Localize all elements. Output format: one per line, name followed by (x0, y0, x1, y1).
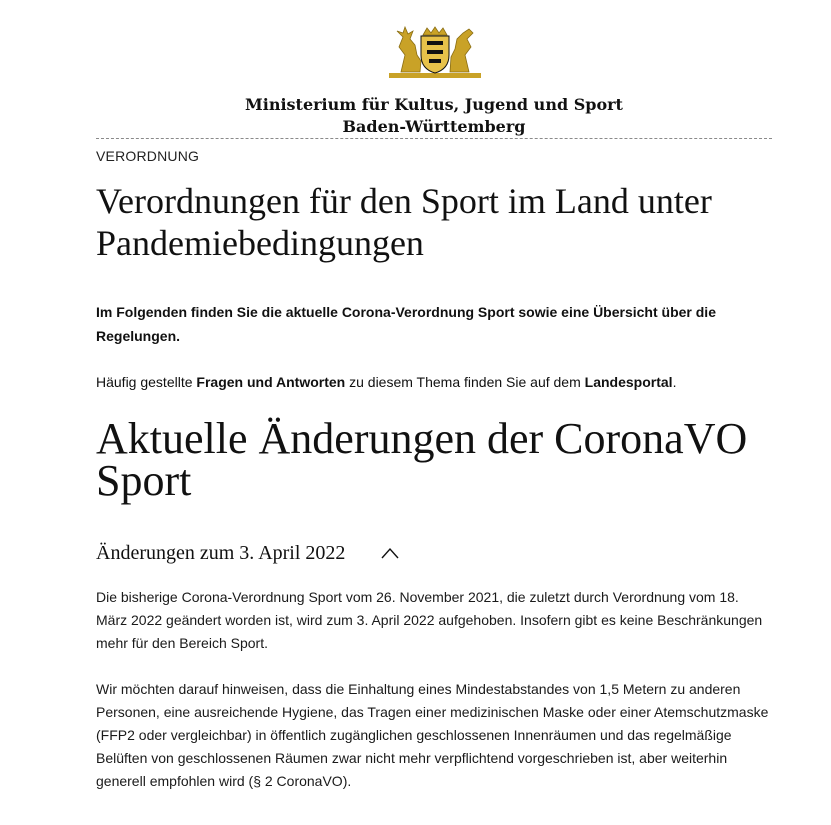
page-title: Verordnungen für den Sport im Land unter Pandemiebedingungen (96, 181, 712, 263)
faq-middle: zu diesem Thema finden Sie auf dem (345, 374, 585, 390)
accordion-title: Änderungen zum 3. April 2022 (96, 542, 346, 564)
faq-link[interactable]: Fragen und Antworten (196, 374, 346, 390)
landesportal-link[interactable]: Landesportal (584, 374, 673, 390)
faq-prefix: Häufig gestellte (96, 374, 197, 390)
accordion-toggle[interactable] (96, 538, 772, 568)
faq-suffix: . (672, 374, 677, 390)
paragraph-2: Wir möchten darauf hinweisen, dass die Einhaltung eines Mindestabstandes von 1,5 Metern zu anderen Personen, eine ausreichende Hygiene, das Tragen einer medizinischen Maske oder einer Atemschutzmaske (FFP2 oder vergleichbar) in öffentlich zugänglichen geschlossenen Innenräumen und das regelmäßige Belüften von geschlossenen Räumen zwar nicht mehr verpflichtend vorgeschrieben ist, aber weiterhin generell empfohlen wird (§ 2 CoronaVO). (96, 681, 769, 789)
coat-of-arms-icon (387, 25, 483, 80)
paragraph-1: Die bisherige Corona-Verordnung Sport vom 26. November 2021, die zuletzt durch Verordnung vom 18. März 2022 geändert worden ist, wird zum 3. April 2022 aufgehoben. Insofern gibt es keine Beschränkungen mehr für den Bereich Sport. (96, 589, 763, 651)
ministry-line-1: Ministerium für Kultus, Jugend und Sport (245, 95, 623, 114)
chevron-up-icon[interactable] (380, 546, 400, 560)
section-title: Aktuelle Änderungen der CoronaVO Sport (96, 414, 748, 505)
article-kicker: VERORDNUNG (96, 148, 200, 164)
ministry-name (96, 94, 772, 138)
header-divider (96, 138, 772, 139)
lead-text: Im Folgenden finden Sie die aktuelle Corona-Verordnung Sport sowie eine Übersicht über die Regelungen. (96, 304, 716, 344)
ministry-line-2: Baden-Württemberg (342, 117, 526, 136)
faq-notice (96, 370, 772, 394)
